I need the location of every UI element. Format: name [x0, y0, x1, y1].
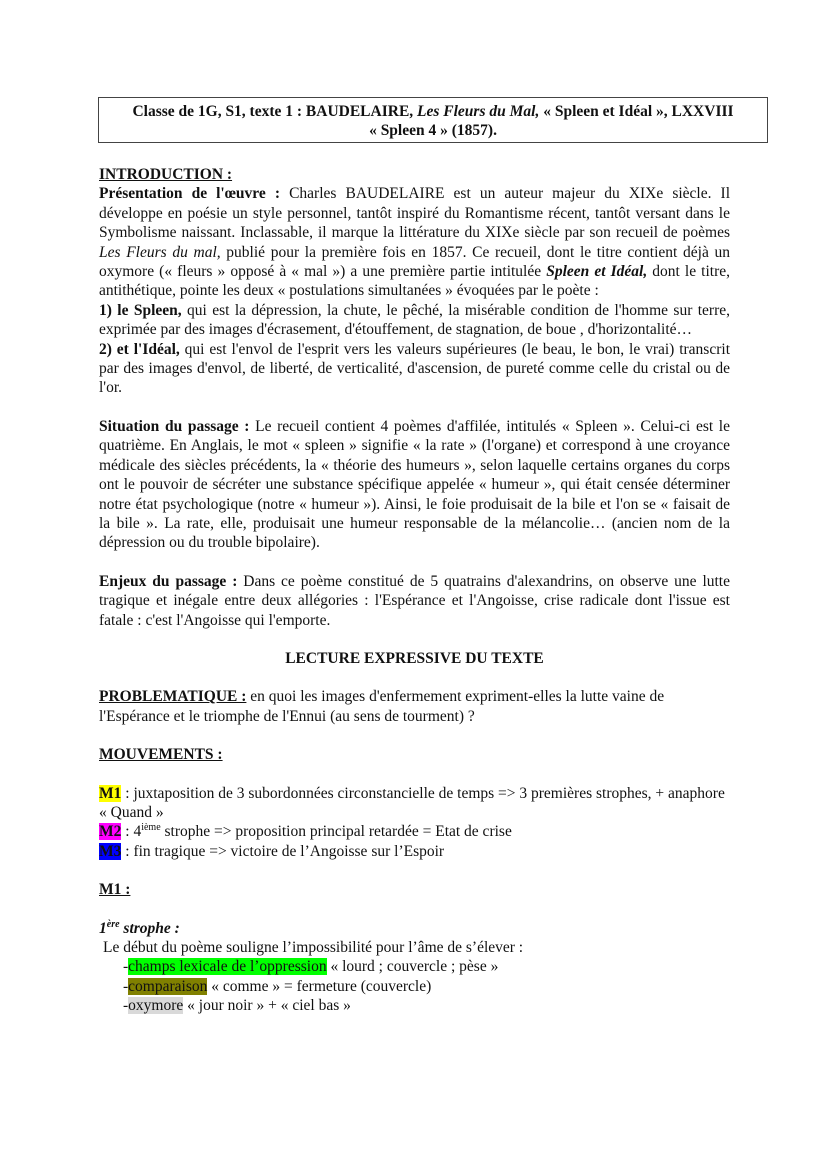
analysis-item-1: -champs lexicale de l’oppression « lourd ; couvercle ; pèse » [123, 958, 499, 976]
spacer [99, 668, 730, 687]
spacer [99, 861, 730, 880]
mouvement-3: M3 : fin tragique => victoire de l’Angoisse sur l’Espoir [99, 842, 445, 860]
title-line-2: « Spleen 4 » (1857). [369, 122, 497, 139]
mouvements-heading: MOUVEMENTS : [99, 746, 223, 764]
title-line-1: Classe de 1G, S1, texte 1 : BAUDELAIRE, Les Fleurs du Mal, « Spleen et Idéal », LXXVIII [132, 103, 734, 120]
spacer [99, 900, 730, 919]
title-box [98, 97, 768, 143]
spacer [99, 553, 730, 572]
ideal-paragraph: 2) et l'Idéal, qui est l'envol de l'esprit vers les valeurs supérieures (le beau, le bon, le vrai) transcrit par des images d'envol, de liberté, de verticalité, d'ascension, de pureté comme celle du cristal ou de l'or. [99, 340, 730, 397]
strophe-heading: 1ère strophe : [99, 918, 180, 937]
presentation-paragraph: Présentation de l'œuvre : Charles BAUDELAIRE est un auteur majeur du XIXe siècle. Il développe en poésie un style personnel, tantôt inspiré du Romantisme récent, tantôt versant dans le Symbolisme naissant. Inclassable, il marque la littérature du XIXe siècle par son recueil de poèmes Les Fleurs du mal, publié pour la première fois en 1857. Ce recueil, dont le titre contient déjà un oxymore (« fleurs » opposé à « mal ») a une première partie intitulée Spleen et Idéal, dont le titre, antithétique, pointe les deux « postulations simultanées » évoquées par le poète : [99, 185, 731, 300]
analysis-item-2: -comparaison « comme » = fermeture (couvercle) [123, 977, 432, 995]
introduction-heading: INTRODUCTION : [99, 166, 233, 183]
m1-tag: M1 [99, 784, 122, 802]
spacer [99, 398, 730, 417]
enjeux-paragraph: Enjeux du passage : Dans ce poème constitué de 5 quatrains d'alexandrins, on observe une lutte tragique et inégale entre deux allégories : l'Espérance et l'Angoisse, crise radicale dont l'issue est fatale : c'est l'Angoisse qui l'emporte. [99, 572, 730, 629]
m2-tag: M2 [99, 823, 122, 841]
m3-tag: M3 [99, 842, 122, 860]
spleen-paragraph: 1) le Spleen, qui est la dépression, la chute, le pêché, la misérable condition de l'homme sur terre, exprimée par des images d'écrasement, d'étouffement, de stagnation, de boue , d'horizontalité… [99, 301, 730, 339]
mouvement-1: M1 : juxtaposition de 3 subordonnées circonstancielle de temps => 3 premières strophes, + anaphore « Quand » [99, 784, 725, 821]
m1-heading: M1 : [99, 881, 131, 899]
problematique-paragraph: PROBLEMATIQUE : en quoi les images d'enfermement expriment-elles la lutte vaine de l'Espérance et le triomphe de l'Ennui (au sens de tourment) ? [99, 688, 665, 725]
analysis-item-3: -oxymore « jour noir » + « ciel bas » [123, 997, 351, 1015]
lecture-heading: LECTURE EXPRESSIVE DU TEXTE [285, 649, 544, 667]
document-body [99, 165, 730, 1016]
situation-paragraph: Situation du passage : Le recueil contient 4 poèmes d'affilée, intitulés « Spleen ». Celui-ci est le quatrième. En Anglais, le mot « spleen » signifie « la rate » (l'organe) et correspond à une croyance médicale des siècles précédents, la « théorie des humeurs », selon laquelle certains organes du corps ont le pouvoir de sécréter une substance spécifique appelée « humeur », qui était censée déterminer notre état psychologique (notre « humeur »). Ainsi, le foie produisait de la bile et l'on se « faisait de la bile ». La rate, elle, produisait une humeur responsable de la mélancolie… (ancien nom de la dépression ou du trouble bipolaire). [99, 417, 730, 552]
strophe-intro-line: Le début du poème souligne l’impossibilité pour l’âme de s’élever : [103, 939, 524, 956]
spacer [99, 726, 730, 745]
spacer [99, 630, 730, 649]
mouvement-2: M2 : 4ième strophe => proposition principal retardée = Etat de crise [99, 822, 512, 841]
spacer [99, 765, 730, 784]
